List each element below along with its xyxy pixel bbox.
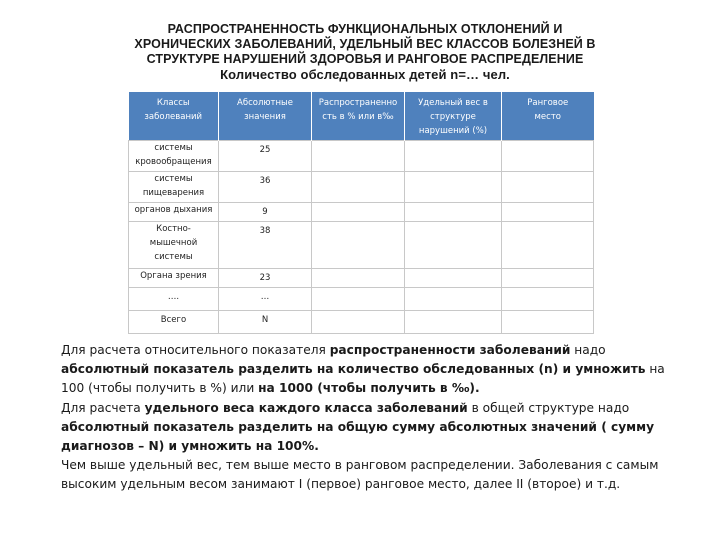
row-weight-cell (405, 141, 502, 172)
row-absolute-value: N (219, 311, 312, 334)
slide-title (100, 22, 630, 82)
header-rank: Ранговое место (502, 92, 594, 141)
row-class-name: Всего (129, 311, 219, 334)
table-header-row (129, 92, 594, 141)
title-line-1: РАСПРОСТРАНЕННОСТЬ ФУНКЦИОНАЛЬНЫХ ОТКЛОНЕНИЙ И (167, 22, 563, 36)
row-prevalence-cell (312, 311, 405, 334)
paragraph-prevalence: Для расчета относительного показателя распространенности заболеваний надо абсолютный показатель разделить на количество обследованных (n) и умножить на 100 (чтобы получить в %) или на 1000 (чтобы получить в ‰). (61, 343, 665, 396)
row-weight-cell (405, 311, 502, 334)
table-row (129, 172, 594, 203)
header-absolute-values: Абсолютные значения (219, 92, 312, 141)
title-subject-count: Количество обследованных детей n=… чел. (220, 67, 510, 82)
disease-table-wrapper (128, 92, 594, 334)
table-row (129, 203, 594, 222)
row-absolute-value: 36 (219, 172, 312, 203)
table-row (129, 269, 594, 288)
row-weight-cell (405, 172, 502, 203)
row-rank-cell (502, 203, 594, 222)
paragraph-specific-weight: Для расчета удельного веса каждого класса заболеваний в общей структуре надо абсолютный показатель разделить на общую сумму абсолютных значений ( сумму диагнозов – N) и умножить на 100%. (61, 400, 655, 454)
row-class-name: …. (129, 288, 219, 311)
row-prevalence-cell (312, 141, 405, 172)
row-weight-cell (405, 269, 502, 288)
title-line-3: СТРУКТУРЕ НАРУШЕНИЙ ЗДОРОВЬЯ И РАНГОВОЕ РАСПРЕДЕЛЕНИЕ (146, 52, 584, 66)
row-prevalence-cell (312, 203, 405, 222)
table-row (129, 222, 594, 269)
row-class-name: органов дыхания (129, 203, 219, 222)
row-prevalence-cell (312, 288, 405, 311)
paragraph-ranking: Чем выше удельный вес, тем выше место в ранговом распределении. Заболевания с самым высоким удельным весом занимают I (первое) ранговое место, далее II (второе) и т.д. (61, 458, 659, 492)
row-absolute-value: 25 (219, 141, 312, 172)
disease-table (128, 92, 594, 334)
row-prevalence-cell (312, 269, 405, 288)
header-specific-weight: Удельный вес в структуре нарушений (%) (405, 92, 502, 141)
row-class-name: системы пищеварения (129, 172, 219, 203)
row-rank-cell (502, 222, 594, 269)
table-row (129, 288, 594, 311)
row-rank-cell (502, 269, 594, 288)
row-prevalence-cell (312, 172, 405, 203)
row-class-name: Органа зрения (129, 269, 219, 288)
row-class-name: системы кровообращения (129, 141, 219, 172)
row-absolute-value: 23 (219, 269, 312, 288)
row-absolute-value: 9 (219, 203, 312, 222)
row-rank-cell (502, 288, 594, 311)
row-rank-cell (502, 172, 594, 203)
explanation-text (61, 341, 681, 495)
table-total-row (129, 311, 594, 334)
row-rank-cell (502, 311, 594, 334)
row-weight-cell (405, 203, 502, 222)
title-line-2: ХРОНИЧЕСКИХ ЗАБОЛЕВАНИЙ, УДЕЛЬНЫЙ ВЕС КЛАССОВ БОЛЕЗНЕЙ В (134, 37, 596, 51)
row-absolute-value: … (219, 288, 312, 311)
header-disease-class: Классы заболеваний (129, 92, 219, 141)
row-weight-cell (405, 288, 502, 311)
header-prevalence: Распространенно сть в % или в‰ (312, 92, 405, 141)
row-class-name: Костно- мышечной системы (129, 222, 219, 269)
row-weight-cell (405, 222, 502, 269)
table-row (129, 141, 594, 172)
row-rank-cell (502, 141, 594, 172)
row-absolute-value: 38 (219, 222, 312, 269)
row-prevalence-cell (312, 222, 405, 269)
